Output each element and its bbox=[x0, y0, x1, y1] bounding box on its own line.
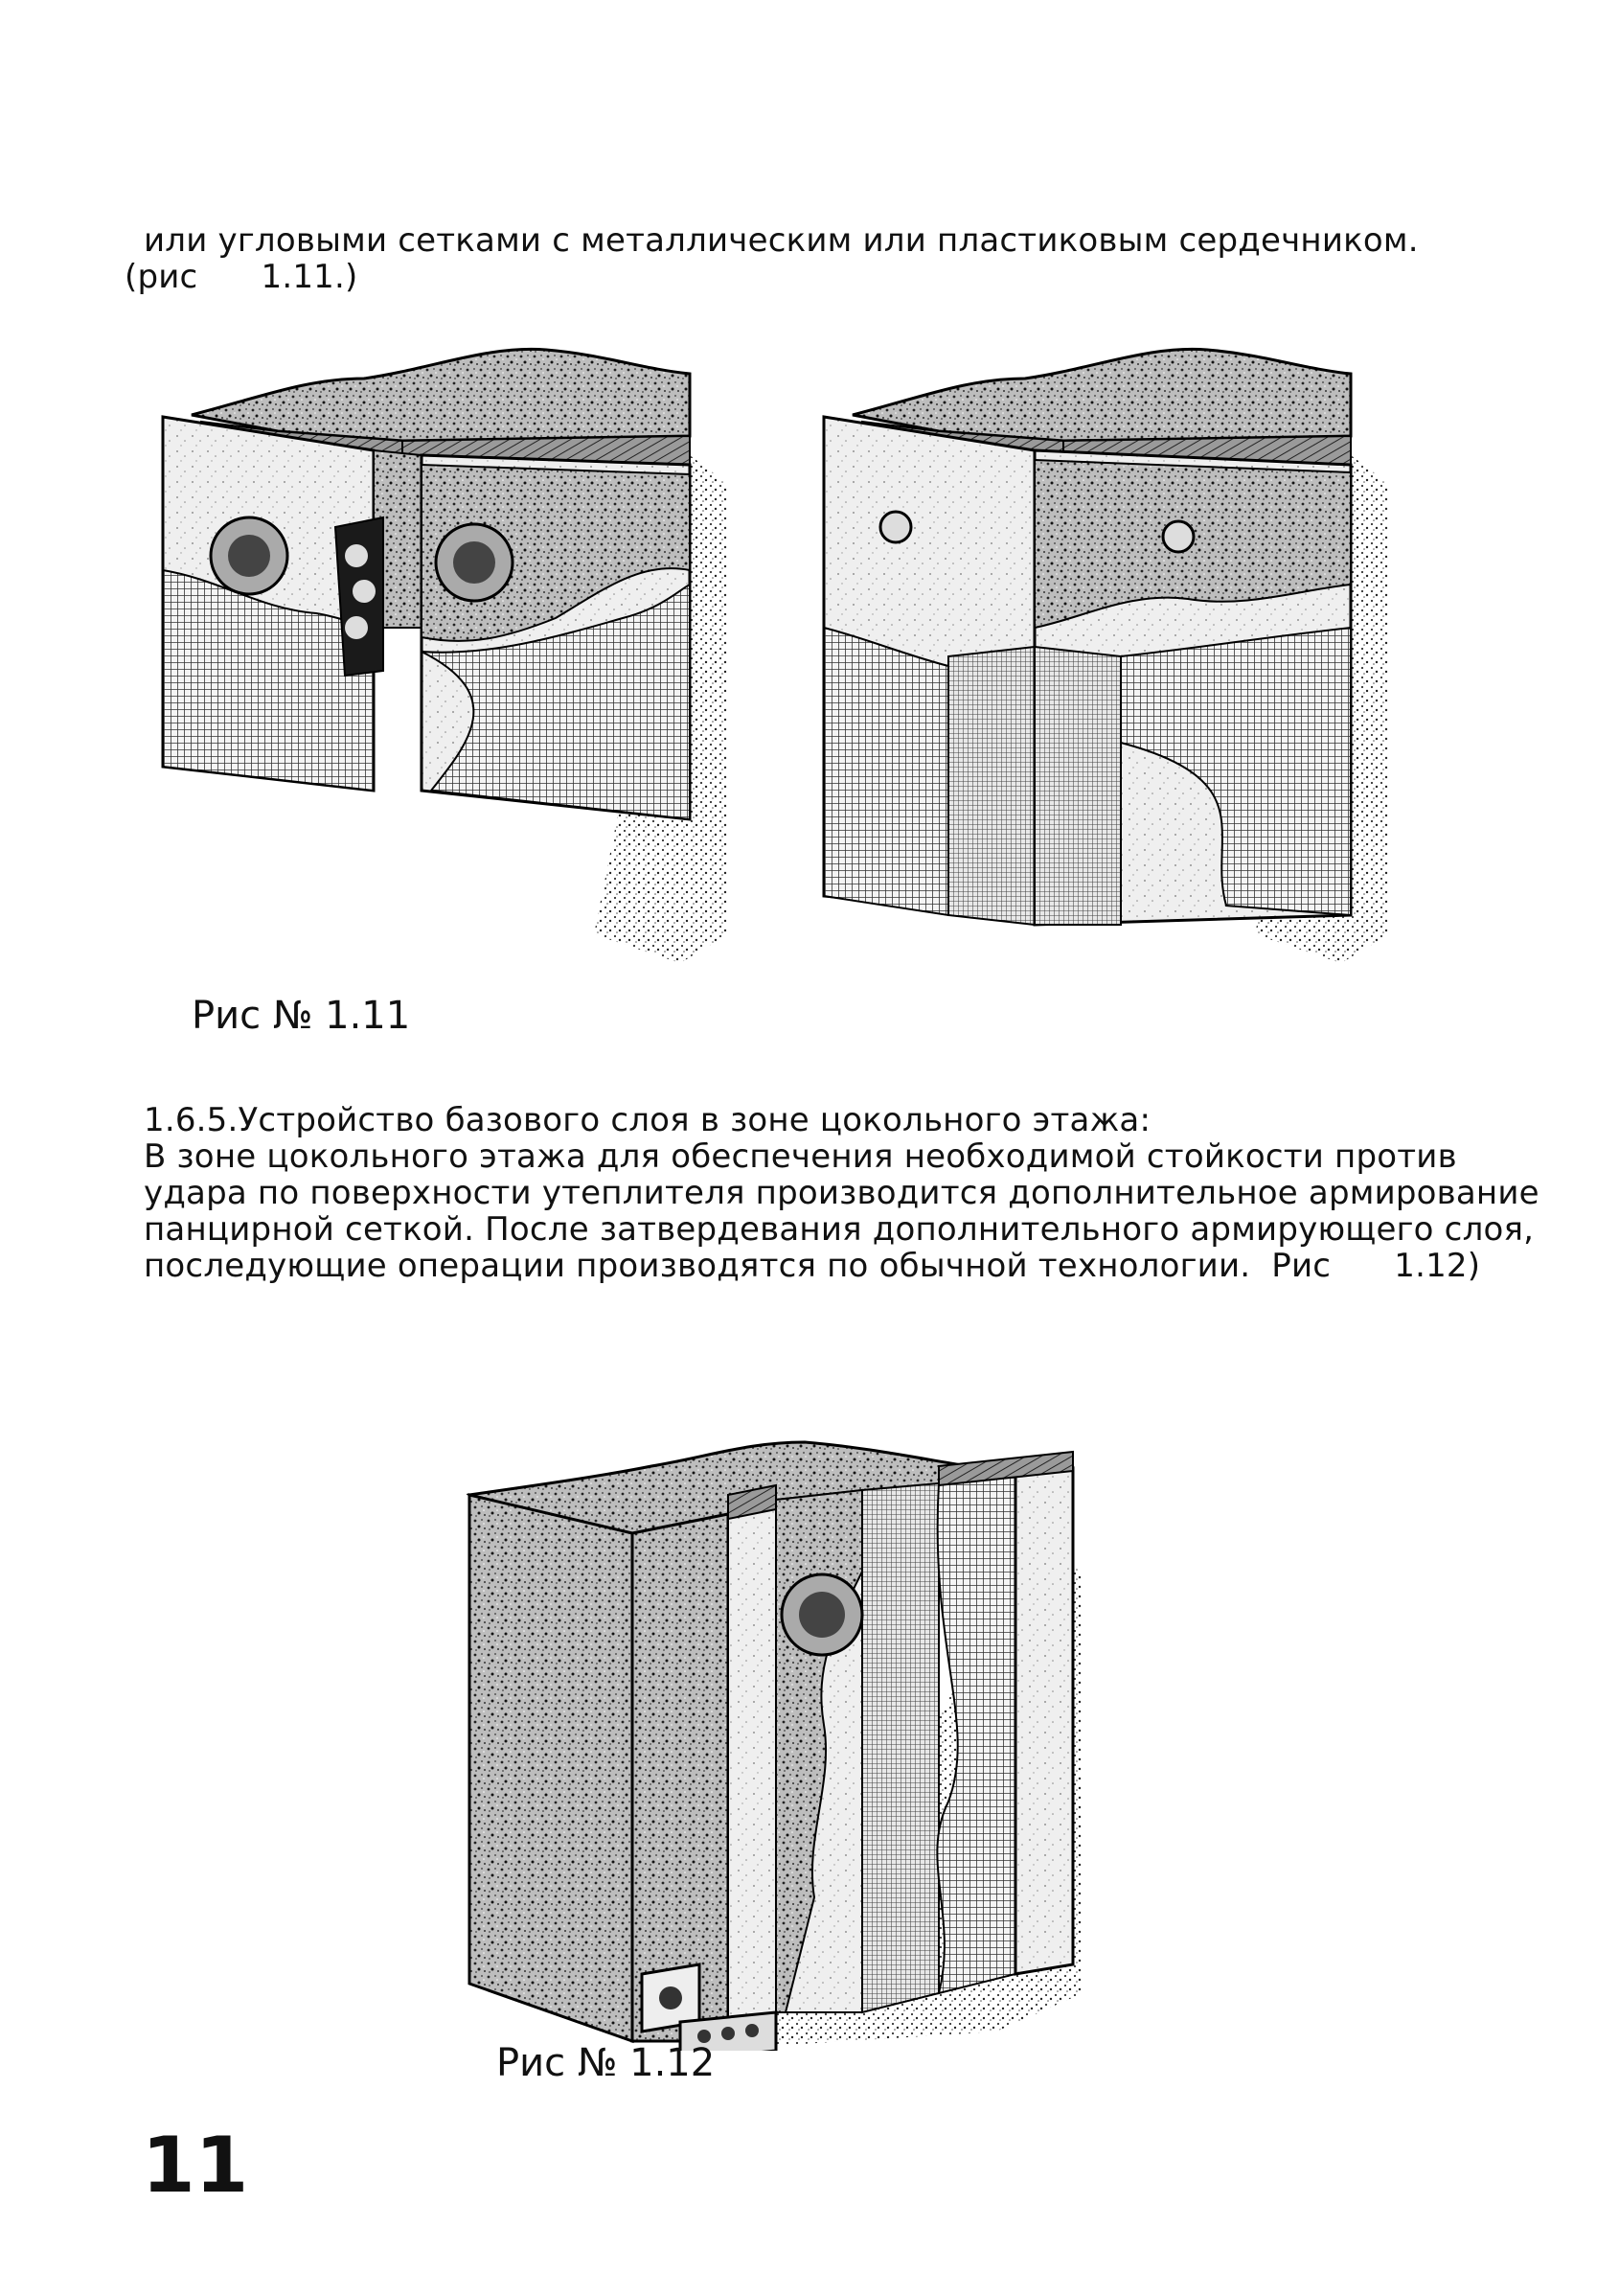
section-heading: 1.6.5.Устройство базового слоя в зоне цокольного этажа: bbox=[144, 1101, 1152, 1139]
figure-1-11-illustration bbox=[144, 340, 1408, 982]
corner-block-right bbox=[824, 349, 1389, 963]
figure-1-11 bbox=[144, 340, 1408, 982]
figure-1-11-caption: Рис № 1.11 bbox=[192, 994, 411, 1038]
intro-line-2: (рис 1.11.) bbox=[125, 258, 358, 296]
page-number: 11 bbox=[142, 2121, 249, 2210]
section-line-4: последующие операции производятся по обычной технологии. Рис 1.12) bbox=[144, 1247, 1481, 1285]
corner-block-left bbox=[163, 349, 728, 963]
intro-line-1: или угловыми сетками с металлическим или пластиковым сердечником. bbox=[144, 221, 1419, 260]
section-line-3: панцирной сеткой. После затвердевания дополнительного армирующего слоя, bbox=[144, 1210, 1535, 1249]
figure-1-12-illustration bbox=[460, 1437, 1130, 2051]
figure-1-12-caption: Рис № 1.12 bbox=[496, 2041, 716, 2085]
section-line-2: удара по поверхности утеплителя производится дополнительное армирование bbox=[144, 1174, 1539, 1212]
section-line-1: В зоне цокольного этажа для обеспечения необходимой стойкости против bbox=[144, 1137, 1457, 1176]
figure-1-12 bbox=[460, 1437, 1130, 2051]
